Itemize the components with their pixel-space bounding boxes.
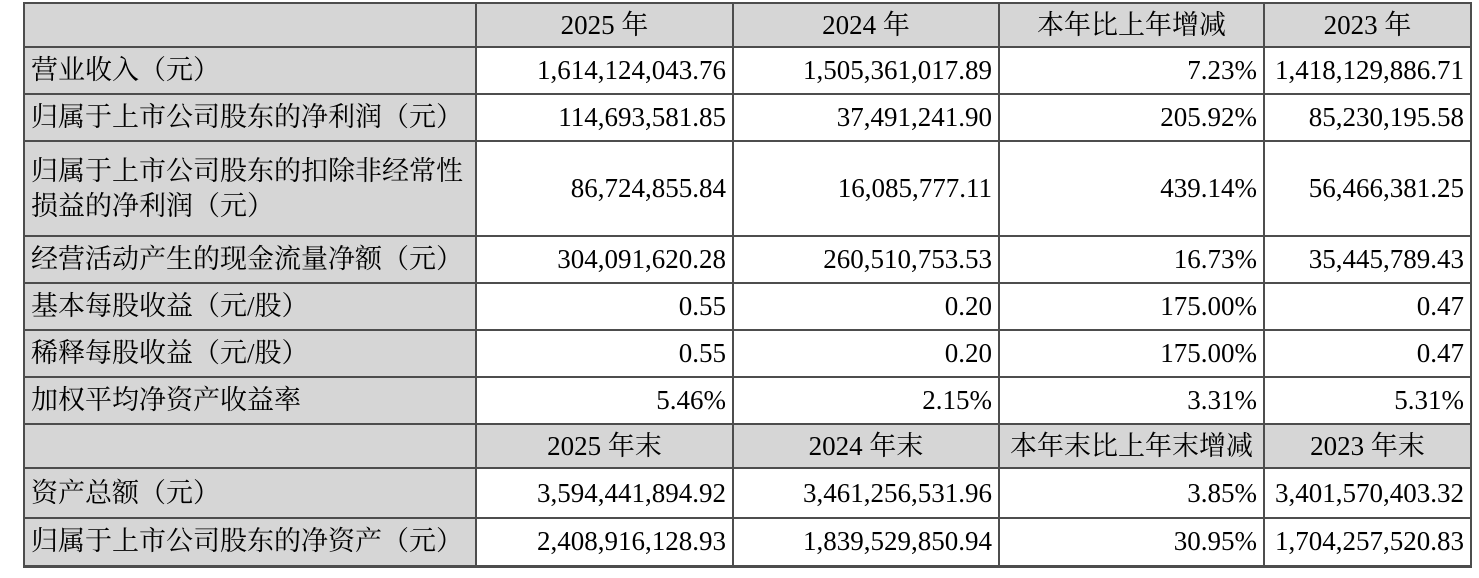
header-yoy-change: 本年比上年增减 [999,3,1264,47]
row-label-total-assets: 资产总额（元） [24,468,476,518]
cell-weighted-roe-2025: 5.46% [476,377,733,424]
cell-net-assets-2025: 2,408,916,128.93 [476,518,733,566]
header-end-2024: 2024 年末 [733,424,999,468]
row-label-net-profit: 归属于上市公司股东的净利润（元） [24,94,476,141]
cell-operating-revenue-2023: 1,418,129,886.71 [1264,47,1471,94]
table-row-total-assets [24,468,1471,518]
cell-total-assets-2023: 3,401,570,403.32 [1264,468,1471,518]
cell-net-profit-excl-2025: 86,724,855.84 [476,141,733,236]
cell-weighted-roe-2024: 2.15% [733,377,999,424]
cell-cash-flow-2024: 260,510,753.53 [733,236,999,283]
cell-net-profit-2023: 85,230,195.58 [1264,94,1471,141]
cell-net-profit-excl-2024: 16,085,777.11 [733,141,999,236]
header-end-yoy-change: 本年末比上年末增减 [999,424,1264,468]
row-label-diluted-eps: 稀释每股收益（元/股） [24,330,476,377]
cell-operating-revenue-2024: 1,505,361,017.89 [733,47,999,94]
header-blank-cell [24,3,476,47]
row-label-net-profit-excl-nonrecurring: 归属于上市公司股东的扣除非经常性损益的净利润（元） [24,141,476,236]
header-year-2024: 2024 年 [733,3,999,47]
table-row-operating-revenue [24,47,1471,94]
cell-total-assets-change: 3.85% [999,468,1264,518]
cell-basic-eps-2025: 0.55 [476,283,733,330]
cell-cash-flow-2023: 35,445,789.43 [1264,236,1471,283]
cell-net-profit-change: 205.92% [999,94,1264,141]
cell-basic-eps-2023: 0.47 [1264,283,1471,330]
row-label-weighted-roe: 加权平均净资产收益率 [24,377,476,424]
cell-cash-flow-2025: 304,091,620.28 [476,236,733,283]
cell-diluted-eps-2023: 0.47 [1264,330,1471,377]
cell-basic-eps-change: 175.00% [999,283,1264,330]
table-row-net-assets [24,518,1471,566]
table-row-operating-cash-flow [24,236,1471,283]
table-row-basic-eps [24,283,1471,330]
cell-net-assets-2023: 1,704,257,520.83 [1264,518,1471,566]
row-label-net-assets: 归属于上市公司股东的净资产（元） [24,518,476,566]
row-label-operating-cash-flow: 经营活动产生的现金流量净额（元） [24,236,476,283]
financial-summary-table [23,2,1472,568]
table-row-weighted-roe [24,377,1471,424]
cell-total-assets-2025: 3,594,441,894.92 [476,468,733,518]
cell-net-profit-excl-change: 439.14% [999,141,1264,236]
cell-basic-eps-2024: 0.20 [733,283,999,330]
cell-weighted-roe-change: 3.31% [999,377,1264,424]
cell-net-assets-change: 30.95% [999,518,1264,566]
table-row-diluted-eps [24,330,1471,377]
period-end-header-row [24,424,1471,468]
period-header-row [24,3,1471,47]
header-end-2023: 2023 年末 [1264,424,1471,468]
cell-diluted-eps-change: 175.00% [999,330,1264,377]
cell-total-assets-2024: 3,461,256,531.96 [733,468,999,518]
header2-blank-cell [24,424,476,468]
row-label-basic-eps: 基本每股收益（元/股） [24,283,476,330]
cell-operating-revenue-change: 7.23% [999,47,1264,94]
header-end-2025: 2025 年末 [476,424,733,468]
header-year-2025: 2025 年 [476,3,733,47]
cell-cash-flow-change: 16.73% [999,236,1264,283]
cell-diluted-eps-2025: 0.55 [476,330,733,377]
cell-operating-revenue-2025: 1,614,124,043.76 [476,47,733,94]
cell-net-profit-2025: 114,693,581.85 [476,94,733,141]
cell-weighted-roe-2023: 5.31% [1264,377,1471,424]
table-row-net-profit [24,94,1471,141]
cell-net-assets-2024: 1,839,529,850.94 [733,518,999,566]
cell-diluted-eps-2024: 0.20 [733,330,999,377]
row-label-operating-revenue: 营业收入（元） [24,47,476,94]
cell-net-profit-2024: 37,491,241.90 [733,94,999,141]
cell-net-profit-excl-2023: 56,466,381.25 [1264,141,1471,236]
header-year-2023: 2023 年 [1264,3,1471,47]
table-row-net-profit-excl-nonrecurring [24,141,1471,236]
